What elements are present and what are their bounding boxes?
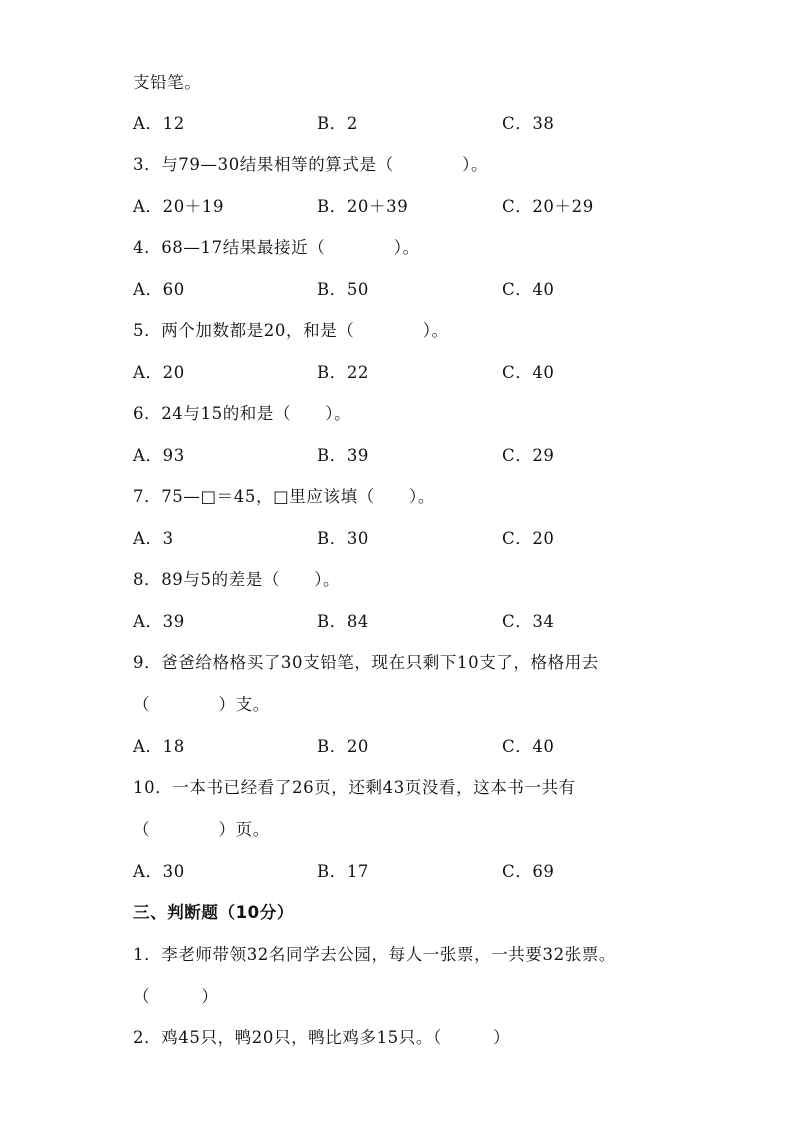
option-c: C．40: [502, 737, 555, 756]
option-a: A．60: [133, 280, 185, 299]
option-a: A．93: [133, 446, 185, 465]
option-c: C．20: [502, 529, 555, 548]
option-c: C．40: [502, 280, 555, 299]
option-b: B．17: [317, 862, 370, 881]
option-a: A．18: [133, 737, 185, 756]
option-b: B．39: [317, 446, 370, 465]
question-stem: 3．与79—30结果相等的算式是（ ）。: [133, 155, 489, 174]
question-stem: 9．爸爸给格格买了30支铅笔，现在只剩下10支了，格格用去: [133, 653, 599, 672]
option-c: C．69: [502, 862, 555, 881]
option-c: C．38: [502, 114, 555, 133]
option-a: A．20: [133, 363, 185, 382]
option-b: B．30: [317, 529, 370, 548]
option-b: B．20＋39: [317, 197, 409, 216]
question-stem: 10．一本书已经看了26页，还剩43页没看，这本书一共有: [133, 778, 576, 797]
question-stem: 7．75—□＝45，□里应该填（ ）。: [133, 487, 435, 506]
option-c: C．34: [502, 612, 555, 631]
continuation-text: 支铅笔。: [133, 73, 202, 92]
option-b: B．84: [317, 612, 370, 631]
option-b: B．50: [317, 280, 370, 299]
judgement-question-2: 2．鸡45只，鸭20只，鸭比鸡多15只。（ ）: [133, 1028, 511, 1047]
option-a: A．30: [133, 862, 185, 881]
question-stem: 8．89与5的差是（ ）。: [133, 570, 341, 589]
option-b: B．22: [317, 363, 370, 382]
option-b: B．2: [317, 114, 358, 133]
question-stem-continued: （ ）支。: [133, 695, 270, 714]
judgement-question-1: 1．李老师带领32名同学去公园，每人一张票，一共要32张票。: [133, 945, 616, 964]
option-c: C．29: [502, 446, 555, 465]
option-c: C．40: [502, 363, 555, 382]
option-a: A．3: [133, 529, 174, 548]
question-stem-continued: （ ）页。: [133, 820, 270, 839]
option-c: C．20＋29: [502, 197, 594, 216]
question-stem: 5．两个加数都是20，和是（ ）。: [133, 321, 449, 340]
option-a: A．20＋19: [133, 197, 225, 216]
section-heading: 三、判断题（10分）: [133, 903, 294, 922]
question-stem: 6．24与15的和是（ ）。: [133, 404, 352, 423]
option-a: A．39: [133, 612, 185, 631]
question-stem: 4．68—17结果最接近（ ）。: [133, 238, 420, 257]
judgement-answer-paren: （ ）: [133, 987, 219, 1006]
option-b: B．20: [317, 737, 370, 756]
option-a: A．12: [133, 114, 185, 133]
